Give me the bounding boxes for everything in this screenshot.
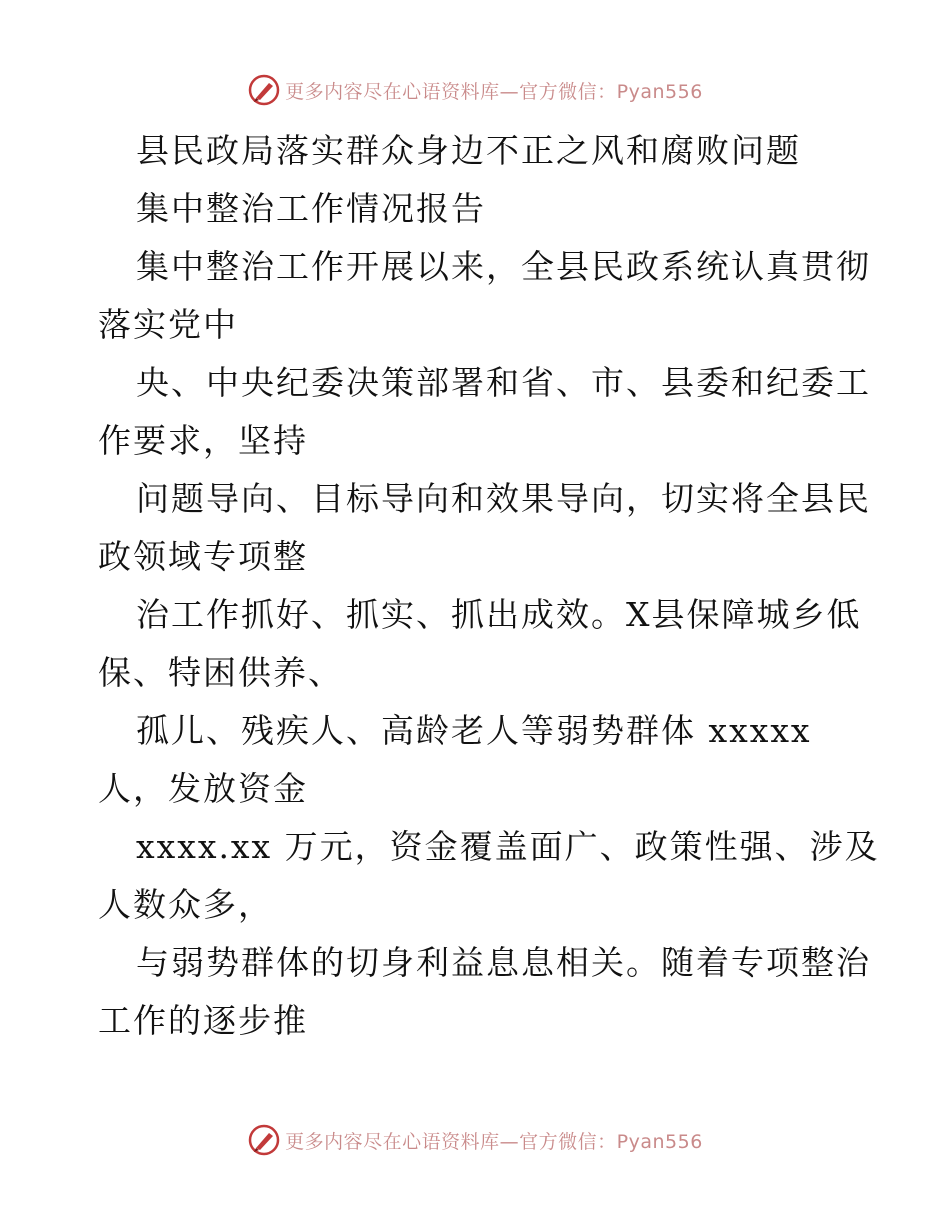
text-line: 落实党中 xyxy=(98,305,238,344)
text-line: 集中整治工作情况报告 xyxy=(136,189,486,228)
text-line: 保、特困供养、 xyxy=(98,653,343,692)
text-line: 治工作抓好、抓实、抓出成效。X县保障城乡低 xyxy=(136,595,862,634)
document-body xyxy=(98,122,880,1050)
text-line: 政领域专项整 xyxy=(98,537,308,576)
pen-logo-icon xyxy=(247,73,281,107)
footer-watermark xyxy=(0,1120,950,1160)
watermark-text: 更多内容尽在心语资料库—官方微信：Pyan556 xyxy=(285,1130,703,1153)
text-line: 人，发放资金 xyxy=(98,769,308,808)
text-line: 问题导向、目标导向和效果导向，切实将全县民 xyxy=(136,479,871,518)
text-line: 作要求，坚持 xyxy=(98,421,308,460)
text-line: 央、中央纪委决策部署和省、市、县委和纪委工 xyxy=(136,363,871,402)
text-line: 集中整治工作开展以来，全县民政系统认真贯彻 xyxy=(136,247,871,286)
text-line: 工作的逐步推 xyxy=(98,1001,308,1040)
text-line: 与弱势群体的切身利益息息相关。随着专项整治 xyxy=(136,943,871,982)
text-line: 县民政局落实群众身边不正之风和腐败问题 xyxy=(136,131,801,170)
text-line: 人数众多， xyxy=(98,885,273,924)
text-line: 孤儿、残疾人、高龄老人等弱势群体 xxxxx xyxy=(136,711,812,750)
pen-logo-icon xyxy=(247,1123,281,1157)
header-watermark xyxy=(0,70,950,110)
text-line: xxxx.xx 万元，资金覆盖面广、政策性强、涉及 xyxy=(136,827,880,866)
watermark-text: 更多内容尽在心语资料库—官方微信：Pyan556 xyxy=(285,80,703,103)
